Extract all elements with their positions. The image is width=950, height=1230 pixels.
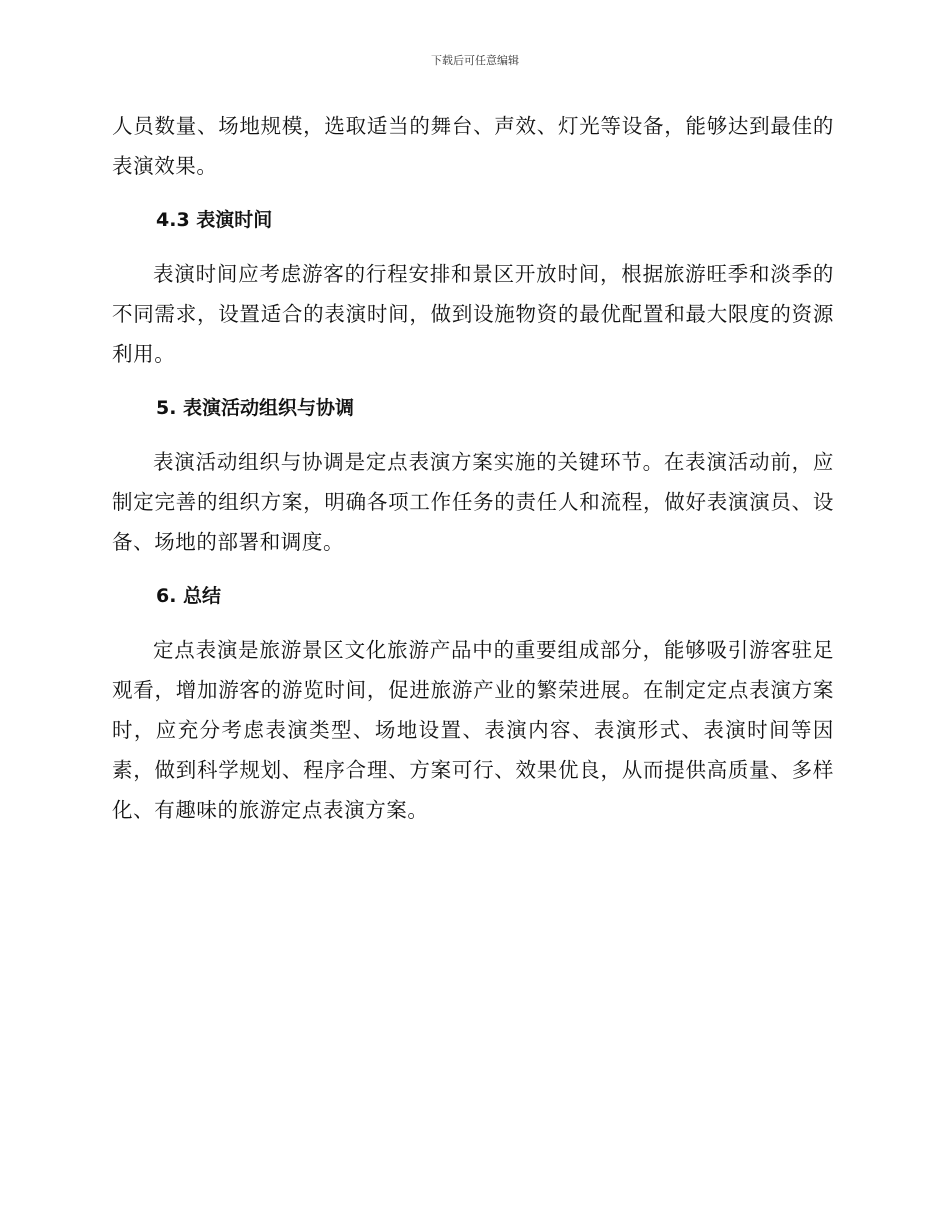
section-heading-6: 6. 总结 [156, 585, 222, 607]
document-body [112, 106, 834, 830]
section-4-3-paragraph: 表演时间应考虑游客的行程安排和景区开放时间，根据旅游旺季和淡季的不同需求，设置适合的表演时间，做到设施物资的最优配置和最大限度的资源利用。 [112, 262, 834, 366]
page-header: 下载后可任意编辑 [431, 54, 519, 67]
section-6-paragraph: 定点表演是旅游景区文化旅游产品中的重要组成部分，能够吸引游客驻足观看，增加游客的游览时间，促进旅游产业的繁荣进展。在制定定点表演方案时，应充分考虑表演类型、场地设置、表演内容、表演形式、表演时间等因素，做到科学规划、程序合理、方案可行、效果优良，从而提供高质量、多样化、有趣味的旅游定点表演方案。 [112, 638, 834, 822]
section-5-paragraph: 表演活动组织与协调是定点表演方案实施的关键环节。在表演活动前，应制定完善的组织方案，明确各项工作任务的责任人和流程，做好表演演员、设备、场地的部署和调度。 [112, 450, 834, 554]
intro-continuation-paragraph: 人员数量、场地规模，选取适当的舞台、声效、灯光等设备，能够达到最佳的表演效果。 [112, 114, 834, 178]
section-heading-5: 5. 表演活动组织与协调 [156, 397, 355, 419]
section-heading-4-3: 4.3 表演时间 [156, 209, 273, 231]
